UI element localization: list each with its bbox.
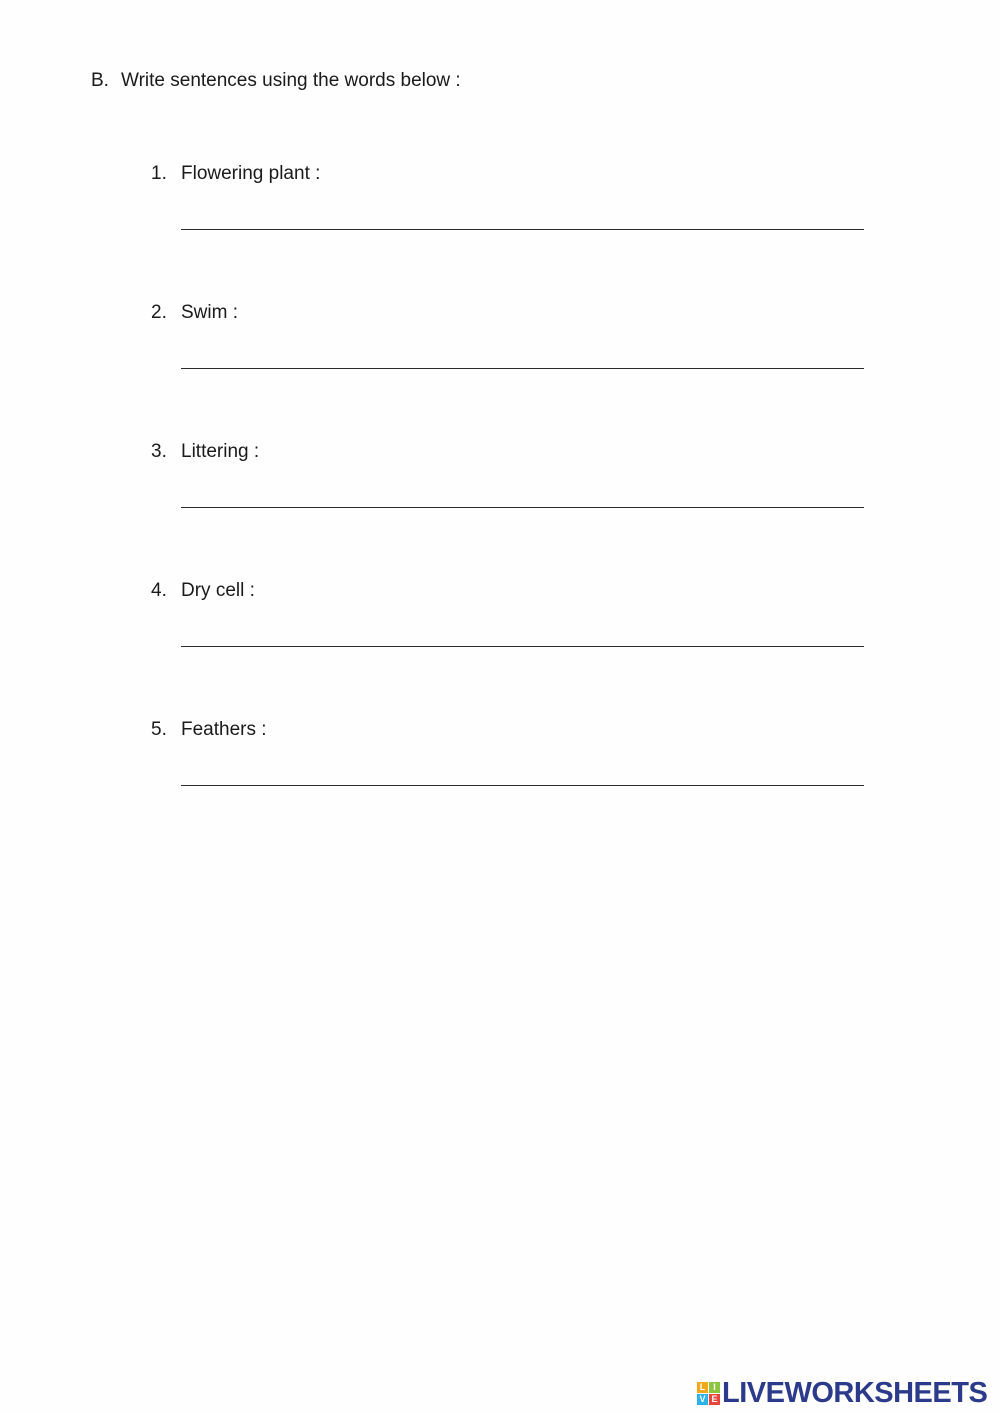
- question-number: 2.: [151, 302, 167, 323]
- logo-letter-l: L: [697, 1382, 708, 1393]
- answer-line-5[interactable]: [181, 785, 864, 786]
- question-number: 5.: [151, 719, 167, 740]
- question-number: 1.: [151, 163, 167, 184]
- question-4: [151, 579, 255, 603]
- brand-name: LIVEWORKSHEETS: [722, 1376, 988, 1409]
- section-letter: B.: [91, 70, 109, 91]
- question-1: [151, 162, 320, 186]
- question-number: 4.: [151, 580, 167, 601]
- question-word: Littering :: [181, 441, 260, 462]
- question-5: [151, 718, 267, 742]
- question-2: [151, 301, 238, 325]
- logo-letter-i: I: [709, 1382, 720, 1393]
- section-heading: [91, 69, 461, 93]
- answer-line-2[interactable]: [181, 368, 864, 369]
- question-word: Flowering plant :: [181, 163, 321, 184]
- question-3: [151, 440, 259, 464]
- logo-letter-e: E: [709, 1394, 720, 1405]
- section-instruction: Write sentences using the words below :: [121, 70, 461, 91]
- question-word: Feathers :: [181, 719, 267, 740]
- liveworksheets-logo-icon: [697, 1382, 720, 1405]
- answer-line-3[interactable]: [181, 507, 864, 508]
- question-word: Swim :: [181, 302, 238, 323]
- answer-line-4[interactable]: [181, 646, 864, 647]
- question-word: Dry cell :: [181, 580, 255, 601]
- answer-line-1[interactable]: [181, 229, 864, 230]
- question-number: 3.: [151, 441, 167, 462]
- logo-letter-v: V: [697, 1394, 708, 1405]
- liveworksheets-brand: [697, 1376, 987, 1410]
